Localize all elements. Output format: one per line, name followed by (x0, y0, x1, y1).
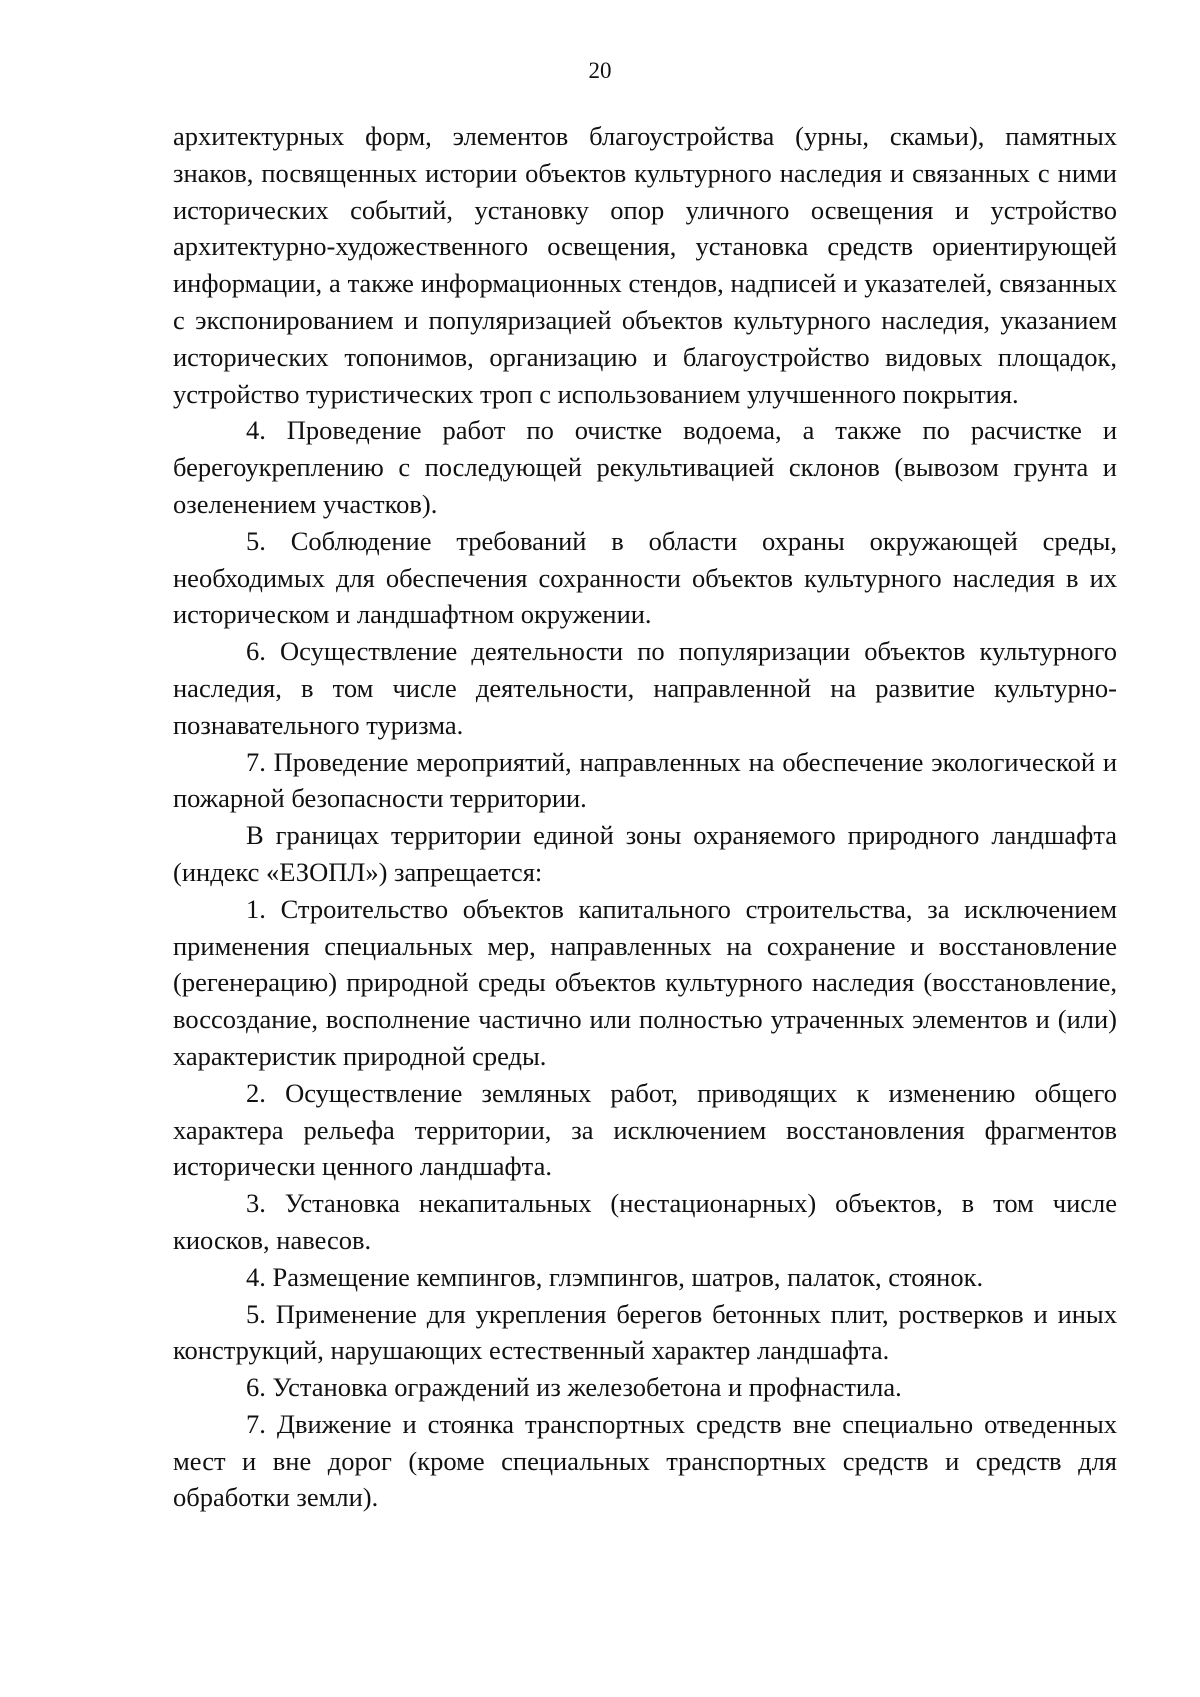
paragraph-continuation: архитектурных форм, элементов благоустройства (урны, скамьи), памятных знаков, посвященных истории объектов культурного наследия и связанных с ними исторических событий, установку опор уличного освещения и устройство архитектурно-художественного освещения, установка средств ориентирующей информации, а также информационных стендов, надписей и указателей, связанных с экспонированием и популяризацией объектов культурного наследия, указанием исторических топонимов, организацию и благоустройство видовых площадок, устройство туристических троп с использованием улучшенного покрытия. (173, 121, 1117, 409)
paragraph-prohibition-4: 4. Размещение кемпингов, глэмпингов, шатров, палаток, стоянок. (246, 1261, 984, 1292)
paragraph-prohibition-2: 2. Осуществление земляных работ, приводящих к изменению общего характера рельефа территории, за исключением восстановления фрагментов исторически ценного ландшафта. (173, 1077, 1117, 1182)
paragraph-item-4-cleaning: 4. Проведение работ по очистке водоема, а также по расчистке и берегоукреплению с последующей рекультивацией склонов (вывозом грунта и озеленением участков). (173, 415, 1117, 519)
paragraph-prohibitions-intro: В границах территории единой зоны охраняемого природного ландшафта (индекс «ЕЗОПЛ») запрещается: (173, 820, 1117, 887)
paragraph-prohibition-6: 6. Установка ограждений из железобетона и профнастила. (246, 1372, 902, 1403)
paragraph-item-6-popularization: 6. Осуществление деятельности по популяризации объектов культурного наследия, в том числе деятельности, направленной на развитие культурно-познавательного туризма. (173, 636, 1117, 740)
document-body (173, 118, 1117, 1516)
page-number: 20 (588, 58, 612, 83)
paragraph-item-7-safety: 7. Проведение мероприятий, направленных на обеспечение экологической и пожарной безопасности территории. (173, 746, 1117, 814)
paragraph-prohibition-1: 1. Строительство объектов капитального строительства, за исключением применения специальных мер, направленных на сохранение и восстановление (регенерацию) природной среды объектов культурного наследия (восстановление, воссоздание, восполнение частично или полностью утраченных элементов и (или) характеристик природной среды. (173, 893, 1117, 1071)
paragraph-prohibition-7: 7. Движение и стоянка транспортных средств вне специально отведенных мест и вне дорог (кроме специальных транспортных средств и средств для обработки земли). (173, 1408, 1117, 1513)
paragraph-prohibition-3: 3. Установка некапитальных (нестационарных) объектов, в том числе киосков, навесов. (173, 1188, 1117, 1255)
paragraph-prohibition-5: 5. Применение для укрепления берегов бетонных плит, ростверков и иных конструкций, нарушающих естественный характер ландшафта. (173, 1298, 1117, 1366)
paragraph-item-5-environment: 5. Соблюдение требований в области охраны окружающей среды, необходимых для обеспечения сохранности объектов культурного наследия в их историческом и ландшафтном окружении. (173, 525, 1117, 630)
